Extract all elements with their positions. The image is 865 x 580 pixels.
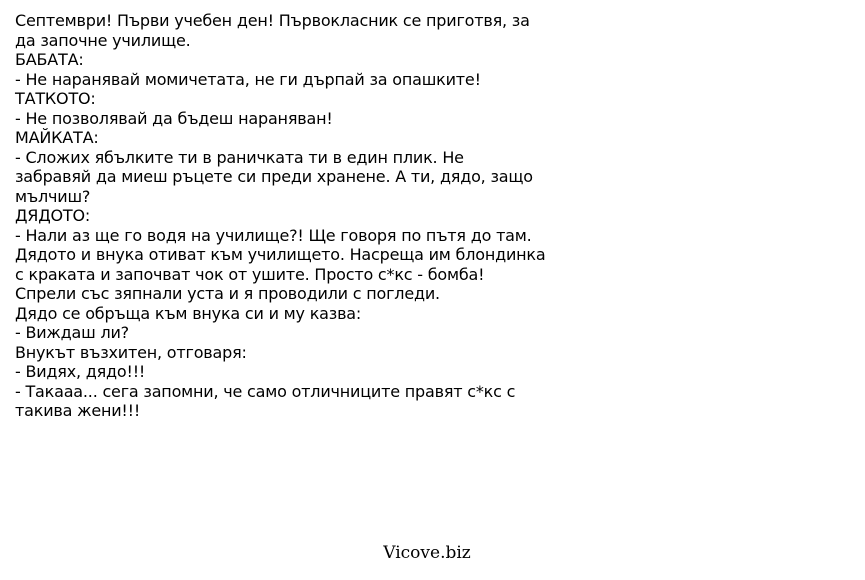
site-watermark: Vicove.biz [383, 543, 471, 563]
text-line: - Нали аз ще го водя на училище?! Ще говоря по пътя до там. [15, 225, 532, 245]
text-line: - Не позволявай да бъдеш нараняван! [15, 108, 333, 128]
speaker-grandfather: ДЯДОТО: [15, 206, 91, 225]
text-line: такива жени!!! [15, 401, 141, 420]
speaker-mother: МАЙКАТА: [15, 128, 99, 147]
text-line: - Сложих ябълките ти в раничката ти в един плик. Не [15, 147, 464, 167]
text-line: - Видях, дядо!!! [15, 362, 146, 381]
joke-text [15, 11, 615, 421]
text-line: мълчиш? [15, 186, 91, 206]
text-line: Септември! Първи учебен ден! Първокласник се приготвя, за [15, 11, 530, 30]
text-line: Внукът възхитен, отговаря: [15, 342, 247, 362]
text-line: Дядо се обръща към внука си и му казва: [15, 303, 362, 323]
text-line: с краката и започват чок от ушите. Просто с*кс - бомба! [15, 264, 485, 284]
text-line: - Виждаш ли? [15, 323, 129, 342]
text-line: - Такааа... сега запомни, че само отличниците правят с*кс с [15, 381, 516, 401]
speaker-grandmother: БАБАТА: [15, 50, 84, 69]
text-line: Дядото и внука отиват към училището. Насреща им блондинка [15, 245, 546, 264]
text-line: - Не наранявай момичетата, не ги дърпай за опашките! [15, 69, 481, 89]
text-line: Спрели със зяпнали уста и я проводили с погледи. [15, 284, 440, 303]
text-line: да започне училище. [15, 30, 191, 50]
speaker-father: ТАТКОТО: [15, 89, 96, 108]
text-line: забравяй да миеш ръцете си преди хранене. А ти, дядо, защо [15, 167, 533, 186]
